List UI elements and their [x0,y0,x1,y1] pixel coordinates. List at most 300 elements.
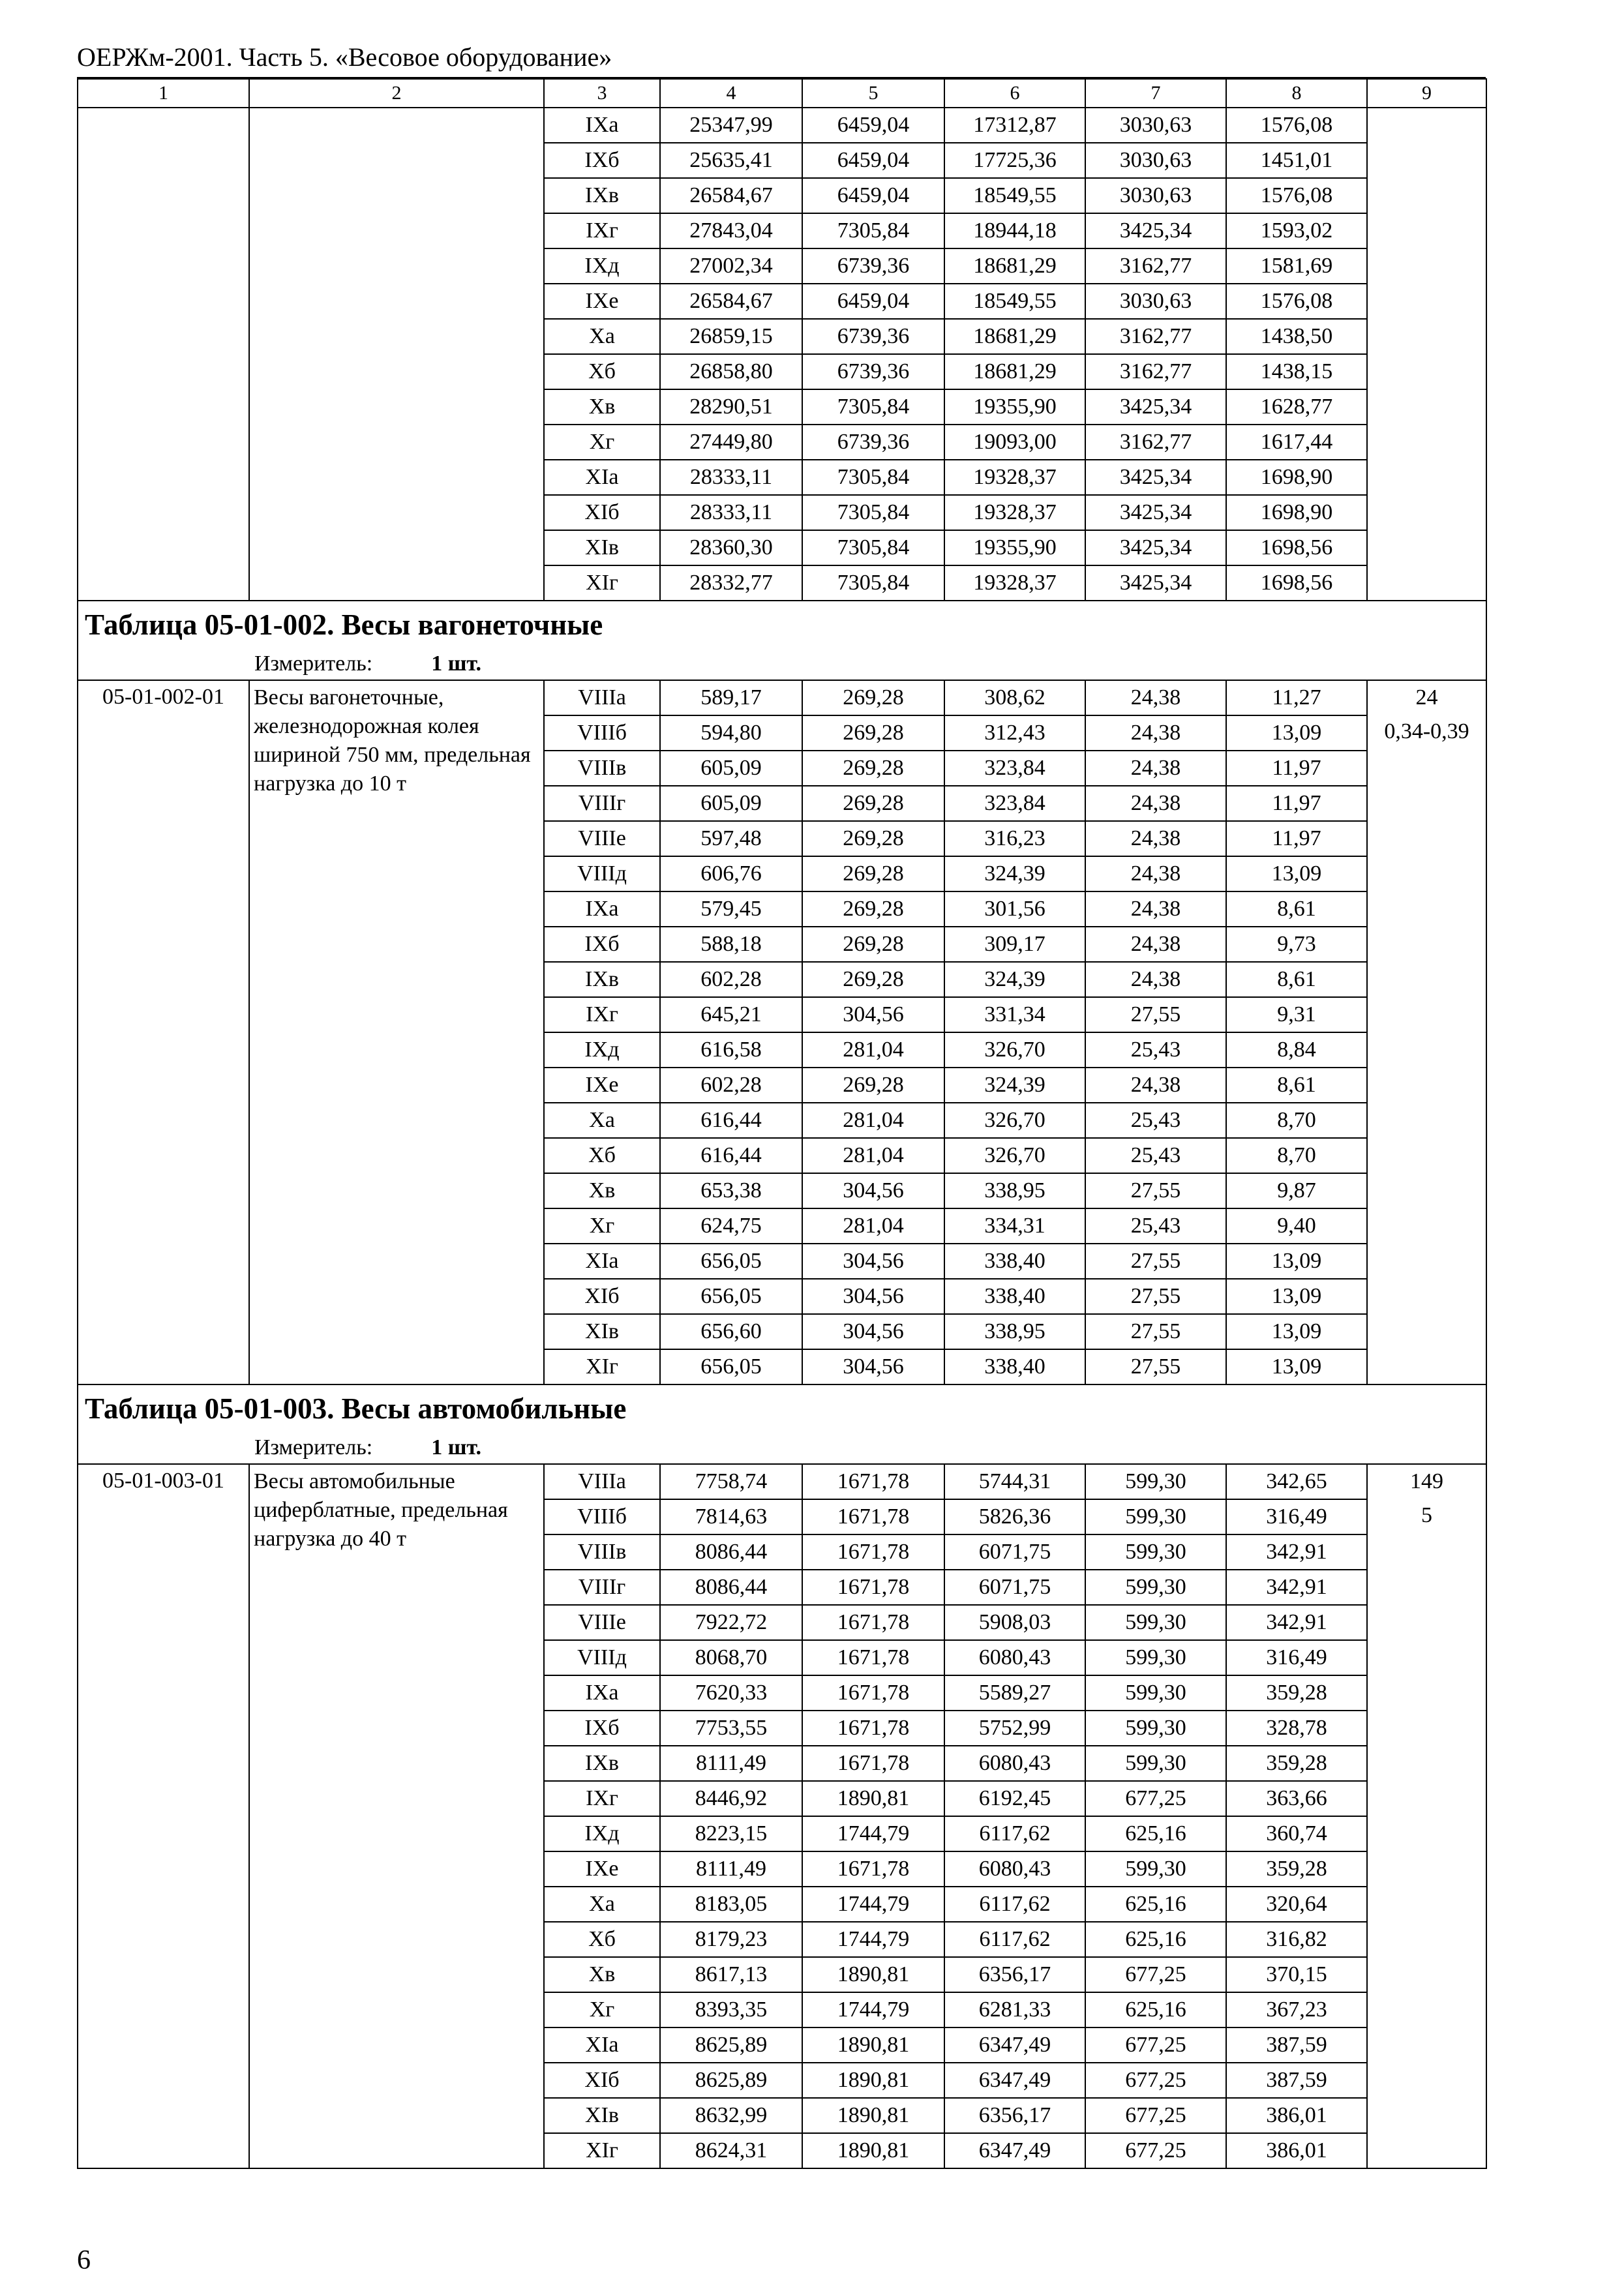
table-body [78,79,1486,2168]
value-cell: 28332,77 [660,565,802,601]
zone-cell: IXв [544,1746,660,1781]
table-row [78,680,1486,715]
value-cell: 1671,78 [802,1534,944,1570]
value-cell: 19328,37 [944,565,1085,601]
unit-row [78,1432,1486,1464]
value-cell: 24,38 [1085,962,1226,997]
value-cell: 8446,92 [660,1781,802,1816]
zone-cell: IXд [544,1032,660,1068]
zone-cell: Xв [544,1173,660,1208]
zone-cell: Xб [544,1922,660,1957]
value-cell: 338,40 [944,1244,1085,1279]
value-cell: 18681,29 [944,354,1085,389]
zone-cell: Xа [544,319,660,354]
value-cell: 599,30 [1085,1570,1226,1605]
value-cell: 331,34 [944,997,1085,1032]
zone-cell: XIг [544,1349,660,1384]
value-cell: 3030,63 [1085,108,1226,143]
value-cell: 11,27 [1226,680,1367,715]
value-cell: 328,78 [1226,1711,1367,1746]
value-cell: 28333,11 [660,495,802,530]
zone-cell: XIб [544,495,660,530]
value-cell: 17312,87 [944,108,1085,143]
value-cell: 7305,84 [802,389,944,425]
value-cell: 386,01 [1226,2133,1367,2168]
zone-cell: IXд [544,248,660,284]
zone-cell: IXб [544,1711,660,1746]
value-cell: 599,30 [1085,1499,1226,1534]
value-cell: 7305,84 [802,213,944,248]
value-cell: 9,40 [1226,1208,1367,1244]
value-cell: 342,65 [1226,1464,1367,1499]
value-cell: 1698,90 [1226,460,1367,495]
value-cell: 28360,30 [660,530,802,565]
value-cell: 677,25 [1085,2133,1226,2168]
value-cell: 3425,34 [1085,495,1226,530]
value-cell: 599,30 [1085,1640,1226,1675]
value-cell: 269,28 [802,751,944,786]
value-cell: 1451,01 [1226,143,1367,178]
column-header: 6 [944,79,1085,108]
value-cell: 1593,02 [1226,213,1367,248]
value-cell: 25635,41 [660,143,802,178]
value-cell: 269,28 [802,821,944,856]
value-cell: 8,61 [1226,891,1367,927]
zone-cell: VIIIв [544,751,660,786]
value-cell: 269,28 [802,962,944,997]
value-cell: 27449,80 [660,425,802,460]
zone-cell: VIIIг [544,786,660,821]
value-cell: 8183,05 [660,1887,802,1922]
value-cell: 6739,36 [802,319,944,354]
unit-value: 1 шт. [431,651,482,676]
value-cell: 6739,36 [802,248,944,284]
value-cell: 1671,78 [802,1640,944,1675]
value-cell: 25347,99 [660,108,802,143]
value-cell: 588,18 [660,927,802,962]
zone-cell: Xг [544,1992,660,2027]
value-cell: 19355,90 [944,389,1085,425]
value-cell: 28290,51 [660,389,802,425]
value-cell: 359,28 [1226,1851,1367,1887]
value-cell: 24,38 [1085,927,1226,962]
table-title: Таблица 05-01-003. Весы автомобильные [78,1384,1486,1432]
value-cell: 367,23 [1226,1992,1367,2027]
value-cell: 24,38 [1085,891,1226,927]
value-cell: 8,70 [1226,1103,1367,1138]
value-cell: 7758,74 [660,1464,802,1499]
value-cell: 3162,77 [1085,354,1226,389]
value-cell: 360,74 [1226,1816,1367,1851]
value-cell: 624,75 [660,1208,802,1244]
value-cell: 269,28 [802,891,944,927]
value-cell: 25,43 [1085,1208,1226,1244]
code-cell: 05-01-002-01 [78,680,249,1384]
value-cell: 301,56 [944,891,1085,927]
value-cell: 7305,84 [802,495,944,530]
resource-value: 5 [1421,1503,1432,1527]
value-cell: 312,43 [944,715,1085,751]
value-cell: 656,05 [660,1279,802,1314]
value-cell: 3425,34 [1085,460,1226,495]
value-cell: 1581,69 [1226,248,1367,284]
value-cell: 370,15 [1226,1957,1367,1992]
value-cell: 1671,78 [802,1499,944,1534]
value-cell: 269,28 [802,786,944,821]
zone-cell: IXг [544,1781,660,1816]
value-cell: 269,28 [802,680,944,715]
value-cell: 342,91 [1226,1570,1367,1605]
column-header: 5 [802,79,944,108]
value-cell: 1698,56 [1226,530,1367,565]
value-cell: 6117,62 [944,1816,1085,1851]
value-cell: 8179,23 [660,1922,802,1957]
value-cell: 13,09 [1226,715,1367,751]
zone-cell: IXа [544,891,660,927]
zone-cell: IXв [544,962,660,997]
value-cell: 316,82 [1226,1922,1367,1957]
value-cell: 3030,63 [1085,143,1226,178]
value-cell: 5826,36 [944,1499,1085,1534]
zone-cell: Xб [544,1138,660,1173]
rates-table [77,78,1487,2169]
value-cell: 6117,62 [944,1922,1085,1957]
value-cell: 5589,27 [944,1675,1085,1711]
zone-cell: XIб [544,2063,660,2098]
value-cell: 24,38 [1085,680,1226,715]
value-cell: 387,59 [1226,2063,1367,2098]
value-cell: 13,09 [1226,1314,1367,1349]
value-cell: 625,16 [1085,1816,1226,1851]
value-cell: 6459,04 [802,108,944,143]
table-title: Таблица 05-01-002. Весы вагонеточные [78,601,1486,648]
value-cell: 27843,04 [660,213,802,248]
value-cell: 26859,15 [660,319,802,354]
unit-label: Измеритель: [254,651,373,676]
value-cell: 1671,78 [802,1464,944,1499]
value-cell: 8223,15 [660,1816,802,1851]
table-title-row [78,601,1486,648]
value-cell: 1438,15 [1226,354,1367,389]
value-cell: 18681,29 [944,248,1085,284]
code-cell [78,108,249,601]
value-cell: 13,09 [1226,1279,1367,1314]
value-cell: 26584,67 [660,284,802,319]
value-cell: 281,04 [802,1103,944,1138]
value-cell: 6459,04 [802,178,944,213]
value-cell: 1576,08 [1226,108,1367,143]
value-cell: 13,09 [1226,1349,1367,1384]
column-header: 9 [1367,79,1486,108]
value-cell: 7814,63 [660,1499,802,1534]
value-cell: 6356,17 [944,1957,1085,1992]
value-cell: 338,95 [944,1173,1085,1208]
unit-row [78,648,1486,680]
page-number: 6 [77,2245,91,2275]
value-cell: 656,05 [660,1244,802,1279]
value-cell: 326,70 [944,1103,1085,1138]
zone-cell: VIIIа [544,1464,660,1499]
value-cell: 6071,75 [944,1570,1085,1605]
value-cell: 19328,37 [944,460,1085,495]
value-cell: 677,25 [1085,1781,1226,1816]
value-cell: 24,38 [1085,715,1226,751]
value-cell: 599,30 [1085,1675,1226,1711]
value-cell: 1698,90 [1226,495,1367,530]
zone-cell: VIIIг [544,1570,660,1605]
value-cell: 616,44 [660,1103,802,1138]
value-cell: 13,09 [1226,1244,1367,1279]
value-cell: 323,84 [944,786,1085,821]
value-cell: 3030,63 [1085,178,1226,213]
value-cell: 6459,04 [802,143,944,178]
value-cell: 27002,34 [660,248,802,284]
column-header: 2 [249,79,544,108]
value-cell: 304,56 [802,997,944,1032]
zone-cell: XIб [544,1279,660,1314]
zone-cell: IXд [544,1816,660,1851]
value-cell: 599,30 [1085,1464,1226,1499]
value-cell: 281,04 [802,1032,944,1068]
value-cell: 8,70 [1226,1138,1367,1173]
value-cell: 304,56 [802,1349,944,1384]
value-cell: 1890,81 [802,2133,944,2168]
value-cell: 6347,49 [944,2133,1085,2168]
zone-cell: Xв [544,389,660,425]
value-cell: 324,39 [944,962,1085,997]
zone-cell: VIIIв [544,1534,660,1570]
zone-cell: VIIIа [544,680,660,715]
value-cell: 27,55 [1085,1279,1226,1314]
table-row [78,1464,1486,1499]
zone-cell: IXе [544,284,660,319]
value-cell: 605,09 [660,751,802,786]
value-cell: 6080,43 [944,1851,1085,1887]
value-cell: 645,21 [660,997,802,1032]
resource-value: 0,34-0,39 [1384,719,1469,743]
value-cell: 17725,36 [944,143,1085,178]
value-cell: 599,30 [1085,1851,1226,1887]
column-header: 4 [660,79,802,108]
zone-cell: XIв [544,2098,660,2133]
value-cell: 3425,34 [1085,530,1226,565]
value-cell: 1890,81 [802,2063,944,2098]
value-cell: 7922,72 [660,1605,802,1640]
resource-cell [1367,680,1486,1384]
zone-cell: Xг [544,1208,660,1244]
value-cell: 602,28 [660,962,802,997]
value-cell: 25,43 [1085,1103,1226,1138]
value-cell: 342,91 [1226,1605,1367,1640]
value-cell: 27,55 [1085,1244,1226,1279]
value-cell: 7305,84 [802,565,944,601]
value-cell: 599,30 [1085,1746,1226,1781]
value-cell: 387,59 [1226,2027,1367,2063]
value-cell: 3425,34 [1085,389,1226,425]
zone-cell: VIIIе [544,1605,660,1640]
value-cell: 324,39 [944,1068,1085,1103]
zone-cell: Xг [544,425,660,460]
value-cell: 8111,49 [660,1746,802,1781]
value-cell: 338,40 [944,1349,1085,1384]
column-header: 3 [544,79,660,108]
value-cell: 11,97 [1226,751,1367,786]
value-cell: 24,38 [1085,1068,1226,1103]
value-cell: 3425,34 [1085,565,1226,601]
value-cell: 8625,89 [660,2027,802,2063]
value-cell: 7305,84 [802,460,944,495]
zone-cell: XIг [544,2133,660,2168]
zone-cell: XIг [544,565,660,601]
zone-cell: IXб [544,143,660,178]
value-cell: 13,09 [1226,856,1367,891]
value-cell: 677,25 [1085,2027,1226,2063]
value-cell: 359,28 [1226,1675,1367,1711]
value-cell: 6071,75 [944,1534,1085,1570]
value-cell: 19355,90 [944,530,1085,565]
value-cell: 9,31 [1226,997,1367,1032]
zone-cell: Xа [544,1887,660,1922]
value-cell: 9,87 [1226,1173,1367,1208]
value-cell: 18681,29 [944,319,1085,354]
value-cell: 7620,33 [660,1675,802,1711]
value-cell: 653,38 [660,1173,802,1208]
value-cell: 599,30 [1085,1534,1226,1570]
value-cell: 8,61 [1226,1068,1367,1103]
value-cell: 24,38 [1085,856,1226,891]
value-cell: 19328,37 [944,495,1085,530]
value-cell: 27,55 [1085,1349,1226,1384]
zone-cell: XIв [544,1314,660,1349]
value-cell: 6739,36 [802,354,944,389]
column-header: 7 [1085,79,1226,108]
value-cell: 28333,11 [660,460,802,495]
value-cell: 386,01 [1226,2098,1367,2133]
value-cell: 5744,31 [944,1464,1085,1499]
zone-cell: VIIIб [544,715,660,751]
unit-cell [78,648,1486,680]
value-cell: 3162,77 [1085,319,1226,354]
value-cell: 26584,67 [660,178,802,213]
zone-cell: VIIIе [544,821,660,856]
value-cell: 6080,43 [944,1746,1085,1781]
value-cell: 8,61 [1226,962,1367,997]
value-cell: 8086,44 [660,1570,802,1605]
value-cell: 316,23 [944,821,1085,856]
value-cell: 6080,43 [944,1640,1085,1675]
value-cell: 24,38 [1085,751,1226,786]
value-cell: 6347,49 [944,2027,1085,2063]
value-cell: 1576,08 [1226,178,1367,213]
table-title-row [78,1384,1486,1432]
zone-cell: IXб [544,927,660,962]
value-cell: 308,62 [944,680,1085,715]
value-cell: 677,25 [1085,1957,1226,1992]
resource-value: 24 [1415,685,1438,710]
value-cell: 320,64 [1226,1887,1367,1922]
value-cell: 316,49 [1226,1640,1367,1675]
value-cell: 304,56 [802,1314,944,1349]
zone-cell: XIа [544,1244,660,1279]
value-cell: 579,45 [660,891,802,927]
zone-cell: Xа [544,1103,660,1138]
value-cell: 334,31 [944,1208,1085,1244]
value-cell: 599,30 [1085,1605,1226,1640]
value-cell: 281,04 [802,1208,944,1244]
value-cell: 8068,70 [660,1640,802,1675]
zone-cell: VIIIд [544,1640,660,1675]
value-cell: 25,43 [1085,1032,1226,1068]
value-cell: 342,91 [1226,1534,1367,1570]
value-cell: 338,95 [944,1314,1085,1349]
value-cell: 677,25 [1085,2063,1226,2098]
value-cell: 1744,79 [802,1816,944,1851]
value-cell: 599,30 [1085,1711,1226,1746]
value-cell: 27,55 [1085,1314,1226,1349]
value-cell: 6739,36 [802,425,944,460]
value-cell: 8111,49 [660,1851,802,1887]
value-cell: 594,80 [660,715,802,751]
zone-cell: IXв [544,178,660,213]
value-cell: 5752,99 [944,1711,1085,1746]
value-cell: 3425,34 [1085,213,1226,248]
value-cell: 304,56 [802,1244,944,1279]
value-cell: 1698,56 [1226,565,1367,601]
value-cell: 6192,45 [944,1781,1085,1816]
value-cell: 363,66 [1226,1781,1367,1816]
table-row [78,108,1486,143]
value-cell: 316,49 [1226,1499,1367,1534]
zone-cell: VIIIд [544,856,660,891]
value-cell: 616,44 [660,1138,802,1173]
value-cell: 26858,80 [660,354,802,389]
value-cell: 6117,62 [944,1887,1085,1922]
description-cell [249,108,544,601]
column-header: 8 [1226,79,1367,108]
value-cell: 269,28 [802,715,944,751]
zone-cell: IXа [544,1675,660,1711]
value-cell: 597,48 [660,821,802,856]
value-cell: 1576,08 [1226,284,1367,319]
zone-cell: XIв [544,530,660,565]
value-cell: 625,16 [1085,1887,1226,1922]
value-cell: 6281,33 [944,1992,1085,2027]
value-cell: 326,70 [944,1138,1085,1173]
value-cell: 1671,78 [802,1711,944,1746]
zone-cell: XIа [544,2027,660,2063]
value-cell: 24,38 [1085,821,1226,856]
zone-cell: IXг [544,213,660,248]
value-cell: 1671,78 [802,1851,944,1887]
value-cell: 24,38 [1085,786,1226,821]
value-cell: 1744,79 [802,1887,944,1922]
value-cell: 304,56 [802,1173,944,1208]
value-cell: 27,55 [1085,997,1226,1032]
value-cell: 1628,77 [1226,389,1367,425]
value-cell: 3162,77 [1085,248,1226,284]
value-cell: 656,05 [660,1349,802,1384]
value-cell: 8617,13 [660,1957,802,1992]
zone-cell: IXе [544,1068,660,1103]
value-cell: 281,04 [802,1138,944,1173]
resource-cell [1367,1464,1486,2168]
value-cell: 605,09 [660,786,802,821]
value-cell: 27,55 [1085,1173,1226,1208]
value-cell: 656,60 [660,1314,802,1349]
value-cell: 6459,04 [802,284,944,319]
zone-cell: IXг [544,997,660,1032]
value-cell: 1744,79 [802,1922,944,1957]
